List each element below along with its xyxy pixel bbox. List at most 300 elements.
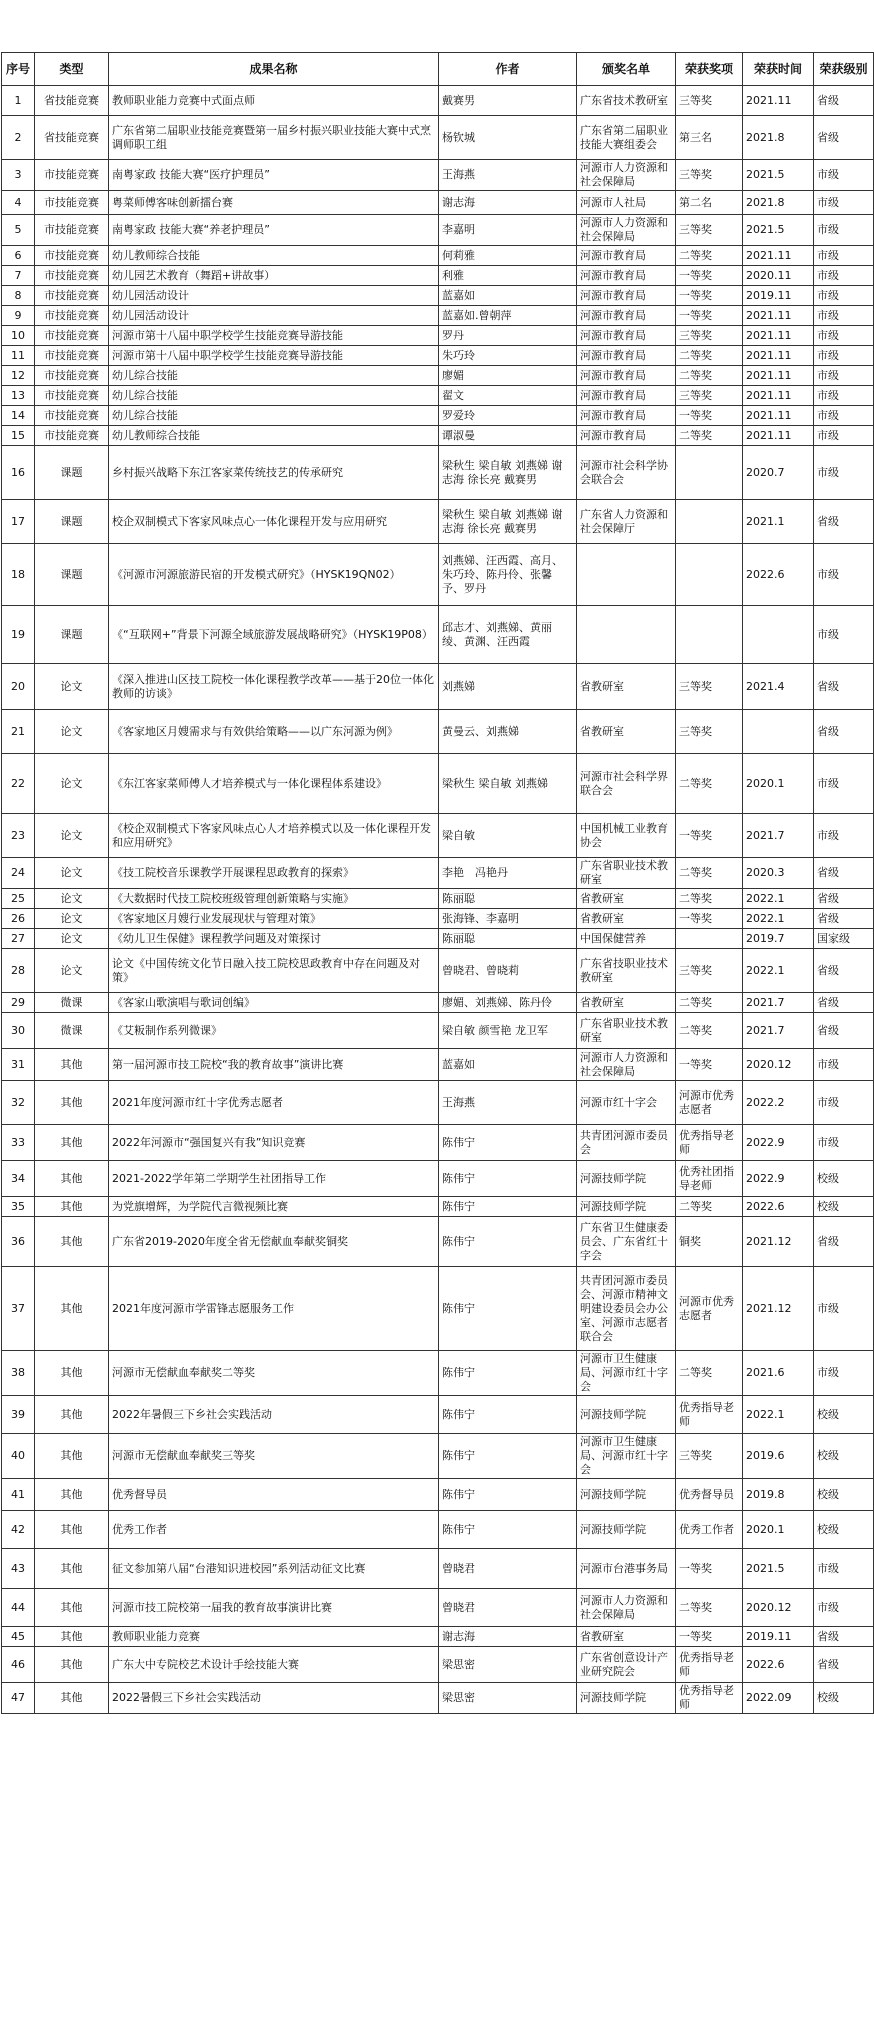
cell-issuer: 河源市人社局: [577, 191, 676, 215]
cell-date: 2021.12: [743, 1267, 814, 1351]
cell-no: 1: [2, 86, 35, 116]
cell-date: 2021.7: [743, 993, 814, 1013]
cell-issuer: 河源市教育局: [577, 426, 676, 446]
cell-title: 广东大中专院校艺术设计手绘技能大赛: [109, 1647, 439, 1683]
cell-author: 陈丽聪: [439, 889, 577, 909]
cell-level: 省级: [814, 1627, 874, 1647]
table-row: [2, 544, 874, 606]
cell-title: 河源市第十八届中职学校学生技能竞赛导游技能: [109, 326, 439, 346]
cell-no: 5: [2, 215, 35, 246]
cell-award: 三等奖: [676, 386, 743, 406]
cell-title: 河源市无偿献血奉献奖三等奖: [109, 1434, 439, 1479]
cell-no: 25: [2, 889, 35, 909]
cell-level: 市级: [814, 286, 874, 306]
cell-issuer: [577, 544, 676, 606]
cell-title: 2022年河源市“强国复兴有我”知识竞赛: [109, 1125, 439, 1161]
cell-award: 二等奖: [676, 1013, 743, 1049]
cell-title: 幼儿综合技能: [109, 406, 439, 426]
cell-level: 市级: [814, 406, 874, 426]
header-type: 类型: [35, 53, 109, 86]
table-row: [2, 426, 874, 446]
cell-title: 幼儿综合技能: [109, 366, 439, 386]
cell-date: 2021.11: [743, 366, 814, 386]
table-row: [2, 1511, 874, 1549]
table-body: [2, 86, 874, 1714]
cell-type: 论文: [35, 929, 109, 949]
cell-type: 课题: [35, 500, 109, 544]
cell-author: 戴赛男: [439, 86, 577, 116]
cell-no: 41: [2, 1479, 35, 1511]
cell-title: 《客家山歌演唱与歌词创编》: [109, 993, 439, 1013]
cell-award: 优秀督导员: [676, 1479, 743, 1511]
cell-award: 二等奖: [676, 889, 743, 909]
cell-no: 26: [2, 909, 35, 929]
cell-level: 省级: [814, 1217, 874, 1267]
cell-no: 30: [2, 1013, 35, 1049]
cell-title: 《东江客家菜师傅人才培养模式与一体化课程体系建设》: [109, 754, 439, 814]
cell-award: 一等奖: [676, 1549, 743, 1589]
cell-type: 论文: [35, 754, 109, 814]
cell-issuer: 河源市红十字会: [577, 1081, 676, 1125]
cell-type: 其他: [35, 1479, 109, 1511]
cell-author: 梁思密: [439, 1683, 577, 1714]
cell-date: 2021.11: [743, 246, 814, 266]
cell-type: 其他: [35, 1351, 109, 1396]
cell-type: 论文: [35, 858, 109, 889]
cell-award: 优秀指导老师: [676, 1683, 743, 1714]
cell-date: 2019.8: [743, 1479, 814, 1511]
cell-award: 第二名: [676, 191, 743, 215]
cell-no: 39: [2, 1396, 35, 1434]
cell-level: 市级: [814, 1049, 874, 1081]
cell-issuer: 河源市教育局: [577, 386, 676, 406]
cell-title: 河源市无偿献血奉献奖二等奖: [109, 1351, 439, 1396]
cell-author: 陈伟宁: [439, 1511, 577, 1549]
cell-issuer: 广东省第二届职业技能大赛组委会: [577, 116, 676, 160]
cell-date: 2022.6: [743, 1197, 814, 1217]
cell-issuer: 广东省创意设计产业研究院会: [577, 1647, 676, 1683]
cell-author: 陈伟宁: [439, 1267, 577, 1351]
cell-no: 13: [2, 386, 35, 406]
table-row: [2, 326, 874, 346]
cell-award: 三等奖: [676, 160, 743, 191]
cell-type: 市技能竞赛: [35, 426, 109, 446]
cell-date: 2021.5: [743, 160, 814, 191]
cell-author: 梁秋生 梁自敏 刘燕娣 谢志海 徐长亮 戴赛男: [439, 500, 577, 544]
cell-type: 论文: [35, 889, 109, 909]
cell-no: 4: [2, 191, 35, 215]
cell-author: 朱巧玲: [439, 346, 577, 366]
cell-level: 市级: [814, 606, 874, 664]
cell-author: 邱志才、刘燕娣、黄丽绫、黄渊、汪西霞: [439, 606, 577, 664]
cell-no: 23: [2, 814, 35, 858]
cell-author: 陈伟宁: [439, 1434, 577, 1479]
cell-author: 王海燕: [439, 1081, 577, 1125]
cell-issuer: 省教研室: [577, 1627, 676, 1647]
cell-no: 14: [2, 406, 35, 426]
cell-award: 优秀指导老师: [676, 1125, 743, 1161]
cell-level: 市级: [814, 266, 874, 286]
cell-date: 2021.11: [743, 386, 814, 406]
cell-issuer: 中国机械工业教育协会: [577, 814, 676, 858]
cell-type: 市技能竞赛: [35, 160, 109, 191]
cell-award: 三等奖: [676, 1434, 743, 1479]
cell-level: 校级: [814, 1197, 874, 1217]
cell-title: 2022年暑假三下乡社会实践活动: [109, 1396, 439, 1434]
cell-no: 3: [2, 160, 35, 191]
cell-title: 优秀工作者: [109, 1511, 439, 1549]
cell-no: 47: [2, 1683, 35, 1714]
table-row: [2, 606, 874, 664]
cell-date: 2020.1: [743, 1511, 814, 1549]
cell-author: 刘燕娣: [439, 664, 577, 710]
cell-title: 幼儿教师综合技能: [109, 426, 439, 446]
cell-date: 2021.5: [743, 1549, 814, 1589]
cell-issuer: 河源技师学院: [577, 1161, 676, 1197]
cell-author: 陈伟宁: [439, 1217, 577, 1267]
table-row: [2, 1627, 874, 1647]
cell-title: 《客家地区月嫂需求与有效供给策略——以广东河源为例》: [109, 710, 439, 754]
cell-level: 市级: [814, 366, 874, 386]
cell-no: 28: [2, 949, 35, 993]
cell-type: 其他: [35, 1081, 109, 1125]
cell-issuer: 河源市台港事务局: [577, 1549, 676, 1589]
cell-author: 陈伟宁: [439, 1197, 577, 1217]
table-row: [2, 993, 874, 1013]
cell-type: 微课: [35, 993, 109, 1013]
cell-type: 省技能竞赛: [35, 116, 109, 160]
table-row: [2, 286, 874, 306]
cell-award: 一等奖: [676, 306, 743, 326]
table-row: [2, 1081, 874, 1125]
cell-title: 2022暑假三下乡社会实践活动: [109, 1683, 439, 1714]
cell-type: 其他: [35, 1589, 109, 1627]
cell-level: 省级: [814, 116, 874, 160]
cell-award: 二等奖: [676, 246, 743, 266]
cell-date: 2021.8: [743, 116, 814, 160]
cell-award: 三等奖: [676, 710, 743, 754]
cell-author: 陈伟宁: [439, 1125, 577, 1161]
cell-no: 12: [2, 366, 35, 386]
cell-issuer: 河源市社会科学协会联合会: [577, 446, 676, 500]
cell-title: 《技工院校音乐课教学开展课程思政教育的探索》: [109, 858, 439, 889]
cell-issuer: 省教研室: [577, 909, 676, 929]
cell-date: 2020.7: [743, 446, 814, 500]
table-row: [2, 754, 874, 814]
cell-type: 其他: [35, 1511, 109, 1549]
table-row: [2, 858, 874, 889]
cell-no: 36: [2, 1217, 35, 1267]
table-row: [2, 1197, 874, 1217]
cell-issuer: 河源市卫生健康局、河源市红十字会: [577, 1351, 676, 1396]
cell-level: 省级: [814, 1647, 874, 1683]
header-issuer: 颁奖名单: [577, 53, 676, 86]
cell-author: 罗丹: [439, 326, 577, 346]
cell-type: 论文: [35, 710, 109, 754]
cell-issuer: 河源市教育局: [577, 326, 676, 346]
cell-type: 论文: [35, 909, 109, 929]
cell-author: 谢志海: [439, 191, 577, 215]
table-row: [2, 366, 874, 386]
cell-date: 2022.1: [743, 889, 814, 909]
cell-title: 《“互联网+”背景下河源全域旅游发展战略研究》（HYSK19P08）: [109, 606, 439, 664]
cell-date: 2022.6: [743, 1647, 814, 1683]
cell-award: 河源市优秀志愿者: [676, 1081, 743, 1125]
cell-level: 市级: [814, 326, 874, 346]
cell-award: [676, 446, 743, 500]
cell-no: 29: [2, 993, 35, 1013]
cell-author: 陈伟宁: [439, 1351, 577, 1396]
cell-level: 省级: [814, 1013, 874, 1049]
cell-issuer: 广东省人力资源和社会保障厅: [577, 500, 676, 544]
cell-author: 陈伟宁: [439, 1161, 577, 1197]
cell-level: 市级: [814, 1589, 874, 1627]
table-row: [2, 664, 874, 710]
cell-title: 幼儿园艺术教育（舞蹈+讲故事）: [109, 266, 439, 286]
cell-award: 优秀指导老师: [676, 1396, 743, 1434]
header-author: 作者: [439, 53, 577, 86]
cell-award: [676, 929, 743, 949]
awards-table: [1, 52, 874, 1714]
cell-level: 市级: [814, 1081, 874, 1125]
table-row: [2, 1549, 874, 1589]
table-row: [2, 346, 874, 366]
cell-level: 省级: [814, 949, 874, 993]
cell-award: 二等奖: [676, 754, 743, 814]
cell-title: 校企双制模式下客家风味点心一体化课程开发与应用研究: [109, 500, 439, 544]
cell-title: 《大数据时代技工院校班级管理创新策略与实施》: [109, 889, 439, 909]
cell-issuer: 广东省职业技术教研室: [577, 1013, 676, 1049]
cell-level: 市级: [814, 1351, 874, 1396]
table-row: [2, 1683, 874, 1714]
cell-award: 一等奖: [676, 1049, 743, 1081]
cell-type: 其他: [35, 1549, 109, 1589]
cell-title: 《校企双制模式下客家风味点心人才培养模式以及一体化课程开发和应用研究》: [109, 814, 439, 858]
cell-author: 杨钦城: [439, 116, 577, 160]
cell-issuer: 共青团河源市委员会: [577, 1125, 676, 1161]
cell-date: 2021.11: [743, 406, 814, 426]
cell-author: 罗爱玲: [439, 406, 577, 426]
table-row: [2, 306, 874, 326]
table-row: [2, 191, 874, 215]
table-row: [2, 266, 874, 286]
cell-award: 二等奖: [676, 346, 743, 366]
cell-issuer: 河源技师学院: [577, 1479, 676, 1511]
cell-title: 教师职业能力竞赛中式面点师: [109, 86, 439, 116]
cell-type: 市技能竞赛: [35, 215, 109, 246]
cell-date: 2021.11: [743, 346, 814, 366]
cell-type: 论文: [35, 814, 109, 858]
cell-award: 三等奖: [676, 86, 743, 116]
table-row: [2, 1217, 874, 1267]
cell-date: 2022.09: [743, 1683, 814, 1714]
cell-level: 国家级: [814, 929, 874, 949]
cell-level: 校级: [814, 1434, 874, 1479]
cell-date: 2020.11: [743, 266, 814, 286]
cell-type: 市技能竞赛: [35, 286, 109, 306]
cell-level: 市级: [814, 386, 874, 406]
cell-date: 2021.11: [743, 326, 814, 346]
table-row: [2, 949, 874, 993]
cell-type: 市技能竞赛: [35, 406, 109, 426]
cell-level: 市级: [814, 191, 874, 215]
cell-date: 2021.6: [743, 1351, 814, 1396]
cell-title: 为党旗增辉，为学院代言微视频比赛: [109, 1197, 439, 1217]
table-row: [2, 1351, 874, 1396]
cell-title: 征文参加第八届“台港知识进校园”系列活动征文比赛: [109, 1549, 439, 1589]
cell-no: 9: [2, 306, 35, 326]
cell-award: 三等奖: [676, 949, 743, 993]
cell-award: 二等奖: [676, 1589, 743, 1627]
header-level: 荣获级别: [814, 53, 874, 86]
cell-level: 省级: [814, 664, 874, 710]
cell-date: 2019.6: [743, 1434, 814, 1479]
cell-level: 市级: [814, 306, 874, 326]
cell-no: 43: [2, 1549, 35, 1589]
cell-title: 幼儿教师综合技能: [109, 246, 439, 266]
cell-date: 2022.1: [743, 1396, 814, 1434]
cell-award: [676, 544, 743, 606]
table-row: [2, 1396, 874, 1434]
cell-title: 幼儿综合技能: [109, 386, 439, 406]
cell-type: 其他: [35, 1647, 109, 1683]
cell-no: 44: [2, 1589, 35, 1627]
cell-level: 校级: [814, 1479, 874, 1511]
cell-title: 《河源市河源旅游民宿的开发模式研究》（HYSK19QN02）: [109, 544, 439, 606]
cell-level: 校级: [814, 1161, 874, 1197]
cell-author: 利雅: [439, 266, 577, 286]
cell-date: 2021.1: [743, 500, 814, 544]
cell-author: 谭淑曼: [439, 426, 577, 446]
cell-type: 市技能竞赛: [35, 346, 109, 366]
cell-author: 梁自敏 颜雪艳 龙卫军: [439, 1013, 577, 1049]
cell-no: 40: [2, 1434, 35, 1479]
cell-no: 11: [2, 346, 35, 366]
cell-author: 张海锋、李嘉明: [439, 909, 577, 929]
cell-no: 20: [2, 664, 35, 710]
cell-author: 李嘉明: [439, 215, 577, 246]
cell-type: 其他: [35, 1683, 109, 1714]
cell-issuer: 省教研室: [577, 993, 676, 1013]
cell-author: 梁自敏: [439, 814, 577, 858]
cell-no: 42: [2, 1511, 35, 1549]
cell-level: 省级: [814, 86, 874, 116]
cell-level: 校级: [814, 1511, 874, 1549]
cell-award: 一等奖: [676, 406, 743, 426]
cell-issuer: 广东省职业技术教研室: [577, 858, 676, 889]
cell-issuer: 河源技师学院: [577, 1511, 676, 1549]
cell-author: 李艳 冯艳丹: [439, 858, 577, 889]
cell-issuer: 河源市人力资源和社会保障局: [577, 215, 676, 246]
cell-issuer: [577, 606, 676, 664]
cell-date: 2022.6: [743, 544, 814, 606]
cell-title: 《深入推进山区技工院校一体化课程教学改革——基于20位一体化教师的访谈》: [109, 664, 439, 710]
cell-no: 37: [2, 1267, 35, 1351]
cell-type: 市技能竞赛: [35, 386, 109, 406]
table-row: [2, 446, 874, 500]
cell-title: 2021年度河源市学雷锋志愿服务工作: [109, 1267, 439, 1351]
cell-no: 27: [2, 929, 35, 949]
cell-type: 其他: [35, 1267, 109, 1351]
table-row: [2, 246, 874, 266]
cell-level: 市级: [814, 814, 874, 858]
cell-date: 2020.3: [743, 858, 814, 889]
cell-award: 二等奖: [676, 858, 743, 889]
cell-author: 陈伟宁: [439, 1396, 577, 1434]
cell-award: 一等奖: [676, 814, 743, 858]
cell-date: 2021.11: [743, 306, 814, 326]
table-row: [2, 406, 874, 426]
cell-date: 2020.12: [743, 1589, 814, 1627]
cell-author: 蓝嘉如: [439, 1049, 577, 1081]
cell-issuer: 广东省卫生健康委员会、广东省红十字会: [577, 1217, 676, 1267]
cell-level: 市级: [814, 215, 874, 246]
cell-type: 其他: [35, 1197, 109, 1217]
cell-no: 31: [2, 1049, 35, 1081]
cell-date: [743, 606, 814, 664]
table-row: [2, 1161, 874, 1197]
cell-issuer: 省教研室: [577, 710, 676, 754]
cell-author: 曾晓君: [439, 1549, 577, 1589]
table-header-row: [2, 53, 874, 86]
cell-issuer: 河源市人力资源和社会保障局: [577, 1589, 676, 1627]
cell-level: 校级: [814, 1396, 874, 1434]
cell-author: 何莉雅: [439, 246, 577, 266]
cell-award: 优秀指导老师: [676, 1647, 743, 1683]
cell-issuer: 河源技师学院: [577, 1683, 676, 1714]
cell-issuer: 省教研室: [577, 664, 676, 710]
cell-no: 6: [2, 246, 35, 266]
cell-type: 市技能竞赛: [35, 326, 109, 346]
cell-issuer: 河源市教育局: [577, 366, 676, 386]
cell-award: 三等奖: [676, 215, 743, 246]
cell-author: 廖媚: [439, 366, 577, 386]
table-row: [2, 1267, 874, 1351]
cell-date: 2020.1: [743, 754, 814, 814]
cell-award: 第三名: [676, 116, 743, 160]
cell-award: 二等奖: [676, 426, 743, 446]
cell-award: 二等奖: [676, 993, 743, 1013]
cell-no: 18: [2, 544, 35, 606]
cell-author: 廖媚、刘燕娣、陈丹伶: [439, 993, 577, 1013]
cell-issuer: 河源市教育局: [577, 306, 676, 326]
table-row: [2, 929, 874, 949]
cell-no: 2: [2, 116, 35, 160]
cell-author: 翟文: [439, 386, 577, 406]
table-row: [2, 909, 874, 929]
cell-author: 蓝嘉如: [439, 286, 577, 306]
table-row: [2, 386, 874, 406]
cell-no: 21: [2, 710, 35, 754]
cell-title: 教师职业能力竞赛: [109, 1627, 439, 1647]
cell-title: 《艾粄制作系列微课》: [109, 1013, 439, 1049]
cell-date: 2022.1: [743, 909, 814, 929]
cell-title: 第一届河源市技工院校“我的教育故事”演讲比赛: [109, 1049, 439, 1081]
cell-type: 省技能竞赛: [35, 86, 109, 116]
cell-title: 《客家地区月嫂行业发展现状与管理对策》: [109, 909, 439, 929]
cell-author: 陈伟宁: [439, 1479, 577, 1511]
cell-level: 市级: [814, 754, 874, 814]
table-row: [2, 1647, 874, 1683]
cell-level: 市级: [814, 160, 874, 191]
cell-no: 34: [2, 1161, 35, 1197]
table-row: [2, 116, 874, 160]
cell-title: 河源市第十八届中职学校学生技能竞赛导游技能: [109, 346, 439, 366]
cell-award: 优秀工作者: [676, 1511, 743, 1549]
cell-author: 黄曼云、刘燕娣: [439, 710, 577, 754]
table-row: [2, 710, 874, 754]
cell-title: 2021年度河源市红十字优秀志愿者: [109, 1081, 439, 1125]
